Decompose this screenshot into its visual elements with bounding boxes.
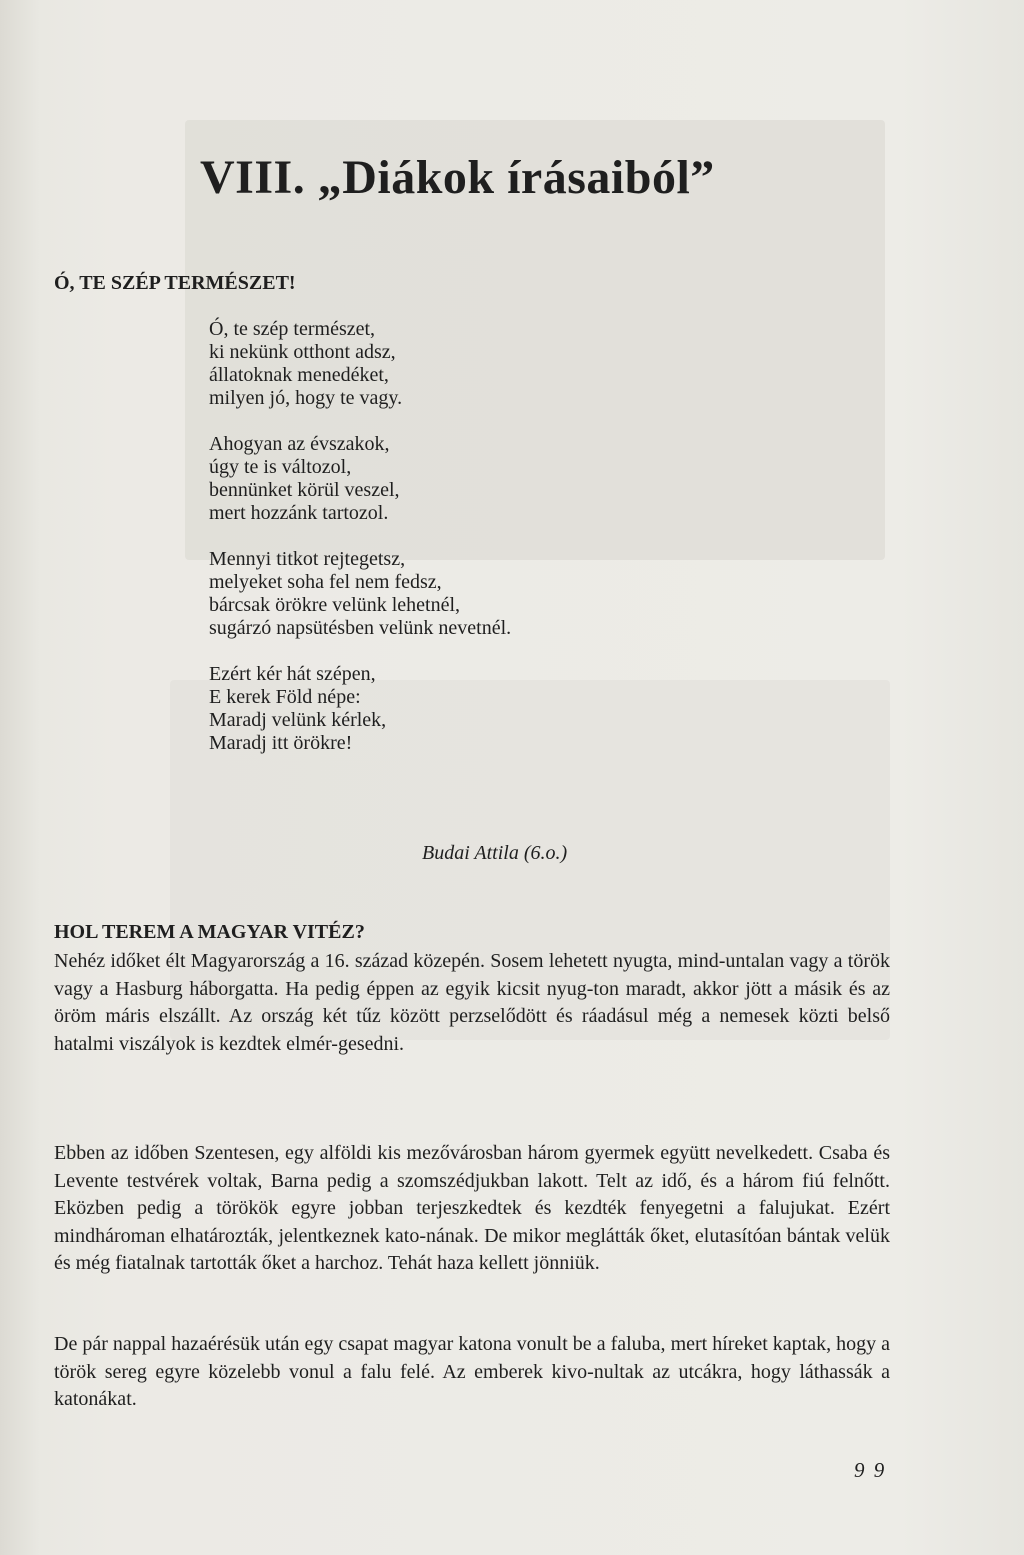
story-paragraph: Nehéz időket élt Magyarország a 16. század közepén. Sosem lehetett nyugta, mind-untalan vagy a török vagy a Hasburg háborgatta. Ha pedig éppen az egyik kicsit nyug-ton maradt, akkor jött a másik és az öröm máris elszállt. Az ország két tűz között perzselődött és ráadásul még a nemesek közti belső hatalmi viszályok is kezdtek elmér-gesedni. [54,950,890,1055]
poem-line: sugárzó napsütésben velünk nevetnél. [209,617,512,639]
poem-author: Budai Attila (6.o.) [422,842,568,864]
poem-line: mert hozzánk tartozol. [209,502,389,524]
poem-stanza [209,318,709,410]
poem-line: Mennyi titkot rejtegetsz, [209,548,406,570]
poem-heading: Ó, TE SZÉP TERMÉSZET! [54,272,296,294]
poem-stanza [209,548,709,640]
poem-line: Ezért kér hát szépen, [209,663,376,685]
poem-line: E kerek Föld népe: [209,686,361,708]
story-paragraph: Ebben az időben Szentesen, egy alföldi kis mezővárosban három gyermek együtt nevelkedett. Csaba és Levente testvérek voltak, Barna pedig a szomszédjukban lakott. Telt az idő, és a három fiú felnőtt. Eközben pedig a törökök egyre jobban terjeszkedtek és kezdték fenyegetni a falujukat. Ezért mindhároman elhatározták, jelentkeznek kato-nának. De mikor meglátták őket, elutasítóan bántak velük és még fiatalnak tartották őket a harchoz. Tehát haza kellett jönniük. [54,1142,890,1274]
poem-line: úgy te is változol, [209,456,352,478]
story-paragraph: De pár nappal hazaérésük után egy csapat magyar katona vonult be a faluba, mert híreket kaptak, hogy a török sereg egyre közelebb vonul a falu felé. Az emberek kivo-nultak az utcákra, hogy láthassák a katonákat. [54,1333,890,1410]
poem-line: Ahogyan az évszakok, [209,433,390,455]
poem-line: ki nekünk otthont adsz, [209,341,396,363]
poem-body [209,318,709,778]
chapter-title: VIII. „Diákok írásaiból” [200,151,715,204]
poem-line: milyen jó, hogy te vagy. [209,387,403,409]
poem-stanza [209,663,709,755]
poem-line: Ó, te szép természet, [209,318,376,340]
poem-line: állatoknak menedéket, [209,364,389,386]
poem-line: bennünket körül veszel, [209,479,400,501]
poem-line: Maradj velünk kérlek, [209,709,387,731]
page-number: 9 9 [854,1458,887,1482]
poem-line: bárcsak örökre velünk lehetnél, [209,594,461,616]
poem-stanza [209,433,709,525]
story-heading: HOL TEREM A MAGYAR VITÉZ? [54,921,365,943]
poem-line: melyeket soha fel nem fedsz, [209,571,442,593]
poem-line: Maradj itt örökre! [209,732,353,754]
